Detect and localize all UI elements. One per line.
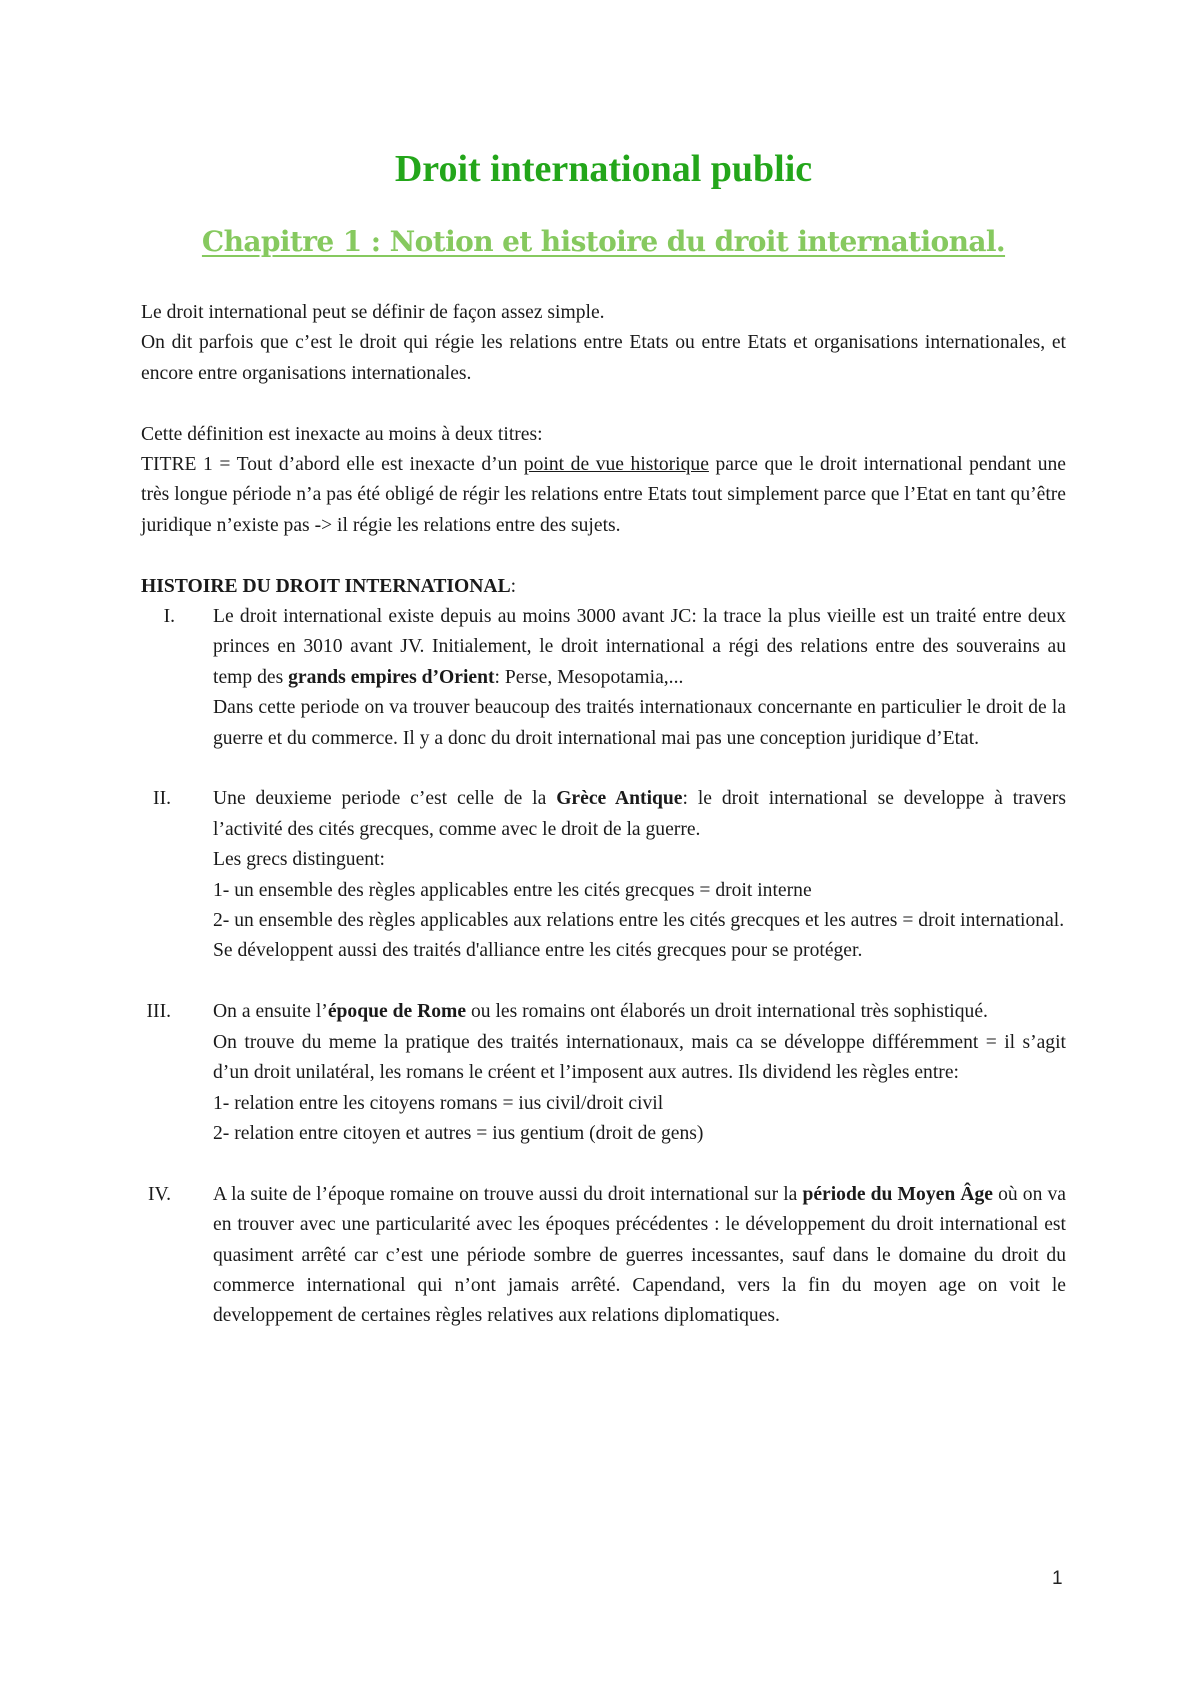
text-span: Le droit international existe depuis au moins 3000 avant JC: la trace la plus vieille est un traité entre deux princes en 3010 avant JV. Initialement, le droit international a régi des relations entre des souverains au temp des xyxy=(213,606,1066,688)
text-span: : le droit international se developpe à travers l’activité des cités grecques, comme avec le droit de la guerre. xyxy=(213,788,1066,840)
document-body xyxy=(141,298,1066,1332)
intro-paragraph-2: On dit parfois que c’est le droit qui régie les relations entre Etats ou entre Etats et organisations internationales, et encore entre organisations internationales. xyxy=(141,332,1066,384)
titre-1-continuation: parce que le droit international pendant une très longue période n’a pas été obligé de régir les relations entre Etats tout simplement parce que l’Etat en tant qu’être juridique n’existe pas -> il régie les relations entre des sujets. xyxy=(141,454,1067,536)
section-paragraph: 2- relation entre citoyen et autres = ius gentium (droit de gens) xyxy=(213,1122,704,1144)
section-paragraph: 1- un ensemble des règles applicables entre les cités grecques = droit interne xyxy=(213,879,812,901)
spacer xyxy=(141,754,1066,784)
section-paragraph: 1- relation entre les citoyens romans = ius civil/droit civil xyxy=(213,1092,664,1114)
history-section-3 xyxy=(141,997,1066,1149)
section-paragraph: Se développent aussi des traités d'alliance entre les cités grecques pour se protéger. xyxy=(213,940,863,962)
text-span: Une deuxieme periode c’est celle de la xyxy=(213,788,557,810)
page-number: 1 xyxy=(1052,1568,1063,1589)
text-span: On a ensuite l’ xyxy=(213,1001,328,1023)
history-heading-colon: : xyxy=(510,575,517,597)
section-numeral: III. xyxy=(146,1001,171,1023)
text-span: A la suite de l’époque romaine on trouve aussi du droit international sur la xyxy=(213,1183,803,1205)
section-numeral: II. xyxy=(153,788,171,810)
intro-paragraph-1: Le droit international peut se définir de façon assez simple. xyxy=(141,302,605,323)
text-span: ou les romains ont élaborés un droit international très sophistiqué. xyxy=(466,1001,988,1023)
section-paragraph: 2- un ensemble des règles applicables aux relations entre les cités grecques et les autres = droit international. xyxy=(213,910,1065,932)
spacer xyxy=(141,389,1066,419)
section-numeral: I. xyxy=(163,606,175,628)
section-body xyxy=(213,997,1066,1149)
spacer xyxy=(141,1149,1066,1179)
history-section-4 xyxy=(141,1180,1066,1332)
underlined-phrase: point de vue historique xyxy=(523,454,709,476)
section-paragraph xyxy=(213,997,1066,1027)
section-paragraph: Les grecs distinguent: xyxy=(213,849,385,871)
history-heading-line xyxy=(141,572,1066,602)
section-numeral: IV. xyxy=(147,1183,171,1205)
section-body xyxy=(213,1180,1066,1332)
section-paragraph xyxy=(213,1180,1066,1332)
section-paragraph xyxy=(213,784,1066,845)
history-heading: HISTOIRE DU DROIT INTERNATIONAL xyxy=(141,575,511,597)
section-paragraph xyxy=(213,602,1066,693)
text-span: où on va en trouver avec une particularité avec les époques précédentes : le développement du droit international est quasiment arrêté car c’est une période sombre de guerres incessantes, sauf dans le domaine du droit du commerce international qui n’ont jamais arrêté. Capendand, vers la fin du moyen age on voit le developpement de certaines règles relatives aux relations diplomatiques. xyxy=(213,1183,1066,1327)
bold-term: Grèce Antique xyxy=(556,788,683,810)
section-paragraph: Dans cette periode on va trouver beaucoup des traités internationaux concernante en particulier le droit de la guerre et du commerce. Il y a donc du droit international mai pas une conception juridique d’Etat. xyxy=(213,697,1066,749)
section-body xyxy=(213,784,1066,966)
history-section-2 xyxy=(141,784,1066,966)
history-section-1 xyxy=(141,602,1066,754)
text-span: : Perse, Mesopotamia,... xyxy=(494,666,684,688)
bold-term: époque de Rome xyxy=(327,1001,467,1023)
spacer xyxy=(141,967,1066,997)
titre-1-text: TITRE 1 = Tout d’abord elle est inexacte d’un xyxy=(141,454,524,476)
bold-term: grands empires d’Orient xyxy=(288,666,495,688)
document-title: Droit international public xyxy=(394,148,813,190)
section-body xyxy=(213,602,1066,754)
section-paragraph: On trouve du meme la pratique des traités internationaux, mais ca se développe différemment = il s’agit d’un droit unilatéral, les romans le créent et l’imposent aux autres. Ils dividend les règles entre: xyxy=(213,1031,1066,1084)
intro-paragraph-3: Cette définition est inexacte au moins à deux titres: xyxy=(141,423,543,445)
chapter-title: Chapitre 1 : Notion et histoire du droit international. xyxy=(201,225,1006,258)
spacer xyxy=(141,541,1066,571)
intro-paragraph-4 xyxy=(141,450,1066,541)
bold-term: période du Moyen Âge xyxy=(802,1183,993,1205)
